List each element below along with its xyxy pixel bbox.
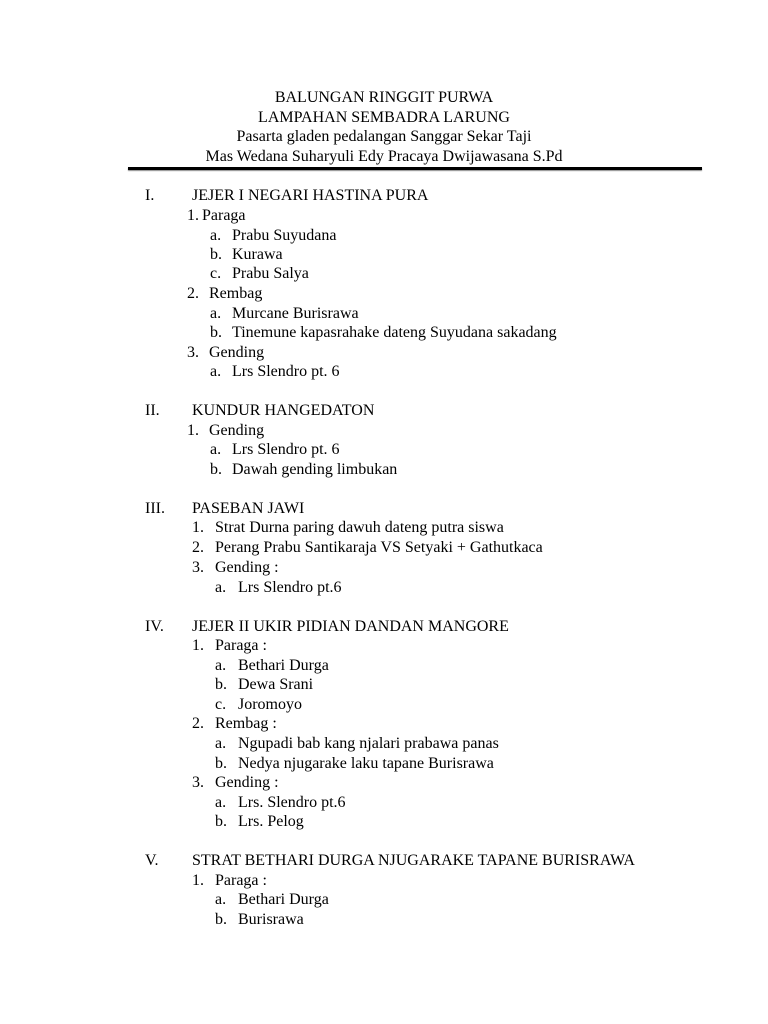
section-numeral: I.: [145, 187, 155, 204]
item-number: 2.: [192, 539, 204, 556]
item-label: Gending :: [215, 774, 279, 791]
document-title: BALUNGAN RINGGIT PURWA: [274, 89, 494, 106]
sub-item-letter: b.: [215, 813, 227, 830]
sub-item-text: Nedya njugarake laku tapane Burisrawa: [238, 755, 494, 772]
sub-item-text: Bethari Durga: [238, 891, 329, 908]
sub-item-letter: c.: [210, 265, 222, 282]
sub-item-letter: b.: [215, 676, 227, 693]
document-participant: Pasarta gladen pedalangan Sanggar Sekar Taji: [236, 128, 532, 145]
sub-item-text: Joromoyo: [238, 696, 302, 713]
sub-item-text: Murcane Burisrawa: [232, 305, 359, 322]
sub-item-text: Dewa Srani: [238, 676, 314, 693]
sub-item-letter: b.: [210, 461, 222, 478]
item-label: Rembag :: [215, 715, 277, 732]
item-label: Gending: [209, 344, 265, 361]
sub-item-text: Tinemune kapasrahake dateng Suyudana sakadang: [232, 324, 557, 341]
section-title: JEJER II UKIR PIDIAN DANDAN MANGORE: [192, 618, 509, 635]
sub-item-text: Ngupadi bab kang njalari prabawa panas: [238, 735, 499, 752]
document-author: Mas Wedana Suharyuli Edy Pracaya Dwijawasana S.Pd: [205, 148, 563, 165]
sub-item-letter: a.: [210, 227, 222, 244]
section-numeral: V.: [145, 852, 159, 869]
item-label: Paraga :: [215, 637, 267, 654]
section-title: PASEBAN JAWI: [192, 500, 305, 517]
item-number: 1.: [192, 637, 204, 654]
sub-item-letter: b.: [210, 324, 222, 341]
sub-item-text: Kurawa: [232, 246, 283, 263]
item-number: 2.: [187, 285, 199, 302]
section-numeral: II.: [145, 402, 160, 419]
sub-item-text: Prabu Salya: [232, 265, 309, 282]
section-numeral: IV.: [145, 618, 164, 635]
sub-item-letter: b.: [215, 755, 227, 772]
sub-item-letter: b.: [210, 246, 222, 263]
sub-item-text: Bethari Durga: [238, 657, 329, 674]
item-label: Paraga: [202, 207, 246, 224]
section-title: KUNDUR HANGEDATON: [192, 402, 375, 419]
section-numeral: III.: [145, 500, 165, 517]
sub-item-text: Lrs. Slendro pt.6: [238, 794, 346, 811]
item-number: 1.: [187, 207, 199, 224]
item-number: 1.: [192, 519, 204, 536]
sub-item-text: Lrs Slendro pt. 6: [232, 363, 340, 380]
header-divider: [128, 167, 702, 170]
sub-item-text: Dawah gending limbukan: [232, 461, 398, 478]
item-label: Rembag: [209, 285, 263, 302]
item-label: Perang Prabu Santikaraja VS Setyaki + Gathutkaca: [215, 539, 543, 556]
sub-item-text: Prabu Suyudana: [232, 227, 337, 244]
sub-item-text: Lrs. Pelog: [238, 813, 304, 830]
item-label: Strat Durna paring dawuh dateng putra siswa: [215, 519, 504, 536]
sub-item-letter: a.: [215, 891, 227, 908]
item-number: 1.: [187, 422, 199, 439]
sub-item-letter: a.: [210, 363, 222, 380]
sub-item-text: Burisrawa: [238, 911, 304, 928]
item-number: 2.: [192, 715, 204, 732]
item-number: 3.: [192, 774, 204, 791]
sub-item-letter: a.: [215, 579, 227, 596]
item-number: 3.: [187, 344, 199, 361]
sub-item-letter: a.: [215, 794, 227, 811]
item-label: Paraga :: [215, 872, 267, 889]
item-label: Gending :: [215, 559, 279, 576]
item-label: Gending: [209, 422, 265, 439]
sub-item-letter: c.: [215, 696, 227, 713]
sub-item-letter: a.: [210, 305, 222, 322]
sub-item-text: Lrs Slendro pt. 6: [232, 441, 340, 458]
sub-item-letter: b.: [215, 911, 227, 928]
section-title: STRAT BETHARI DURGA NJUGARAKE TAPANE BURISRAWA: [192, 852, 635, 869]
sub-item-letter: a.: [215, 735, 227, 752]
document-subtitle: LAMPAHAN SEMBADRA LARUNG: [258, 109, 510, 126]
section-title: JEJER I NEGARI HASTINA PURA: [192, 187, 429, 204]
item-number: 3.: [192, 559, 204, 576]
sub-item-letter: a.: [210, 441, 222, 458]
sub-item-text: Lrs Slendro pt.6: [238, 579, 342, 596]
sub-item-letter: a.: [215, 657, 227, 674]
item-number: 1.: [192, 872, 204, 889]
